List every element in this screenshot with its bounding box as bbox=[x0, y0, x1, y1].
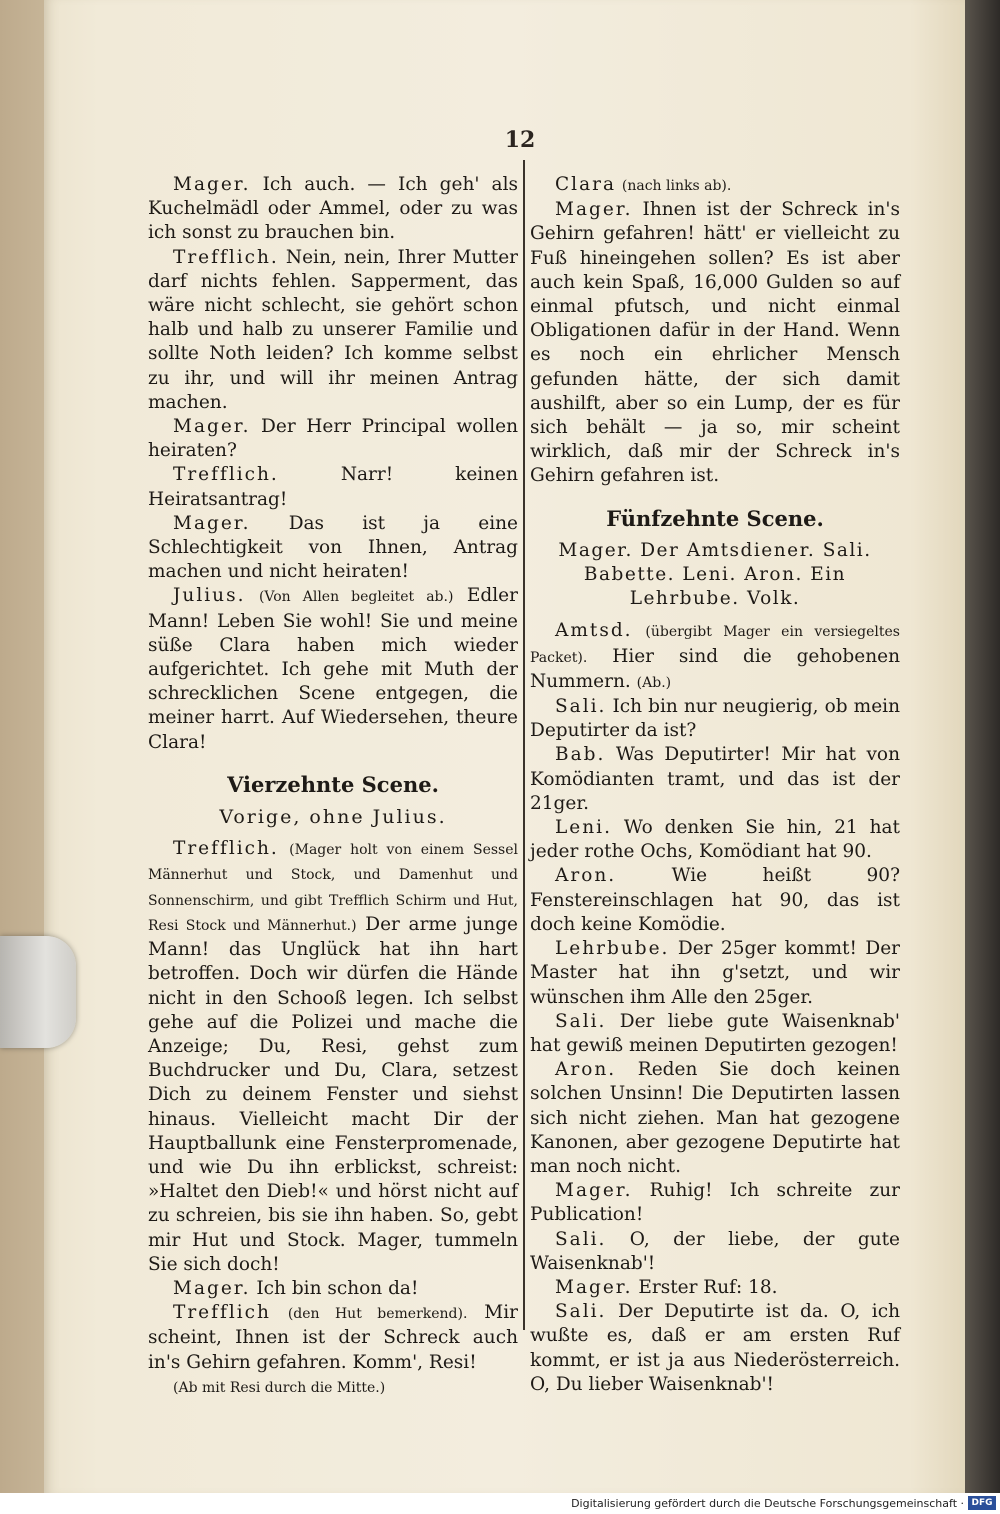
page-edge-shadow bbox=[965, 0, 1000, 1493]
stage-direction: (Von Allen begleitet ab.) bbox=[258, 589, 454, 606]
dialogue-line bbox=[148, 173, 518, 246]
speaker-name: Mager. bbox=[173, 416, 251, 438]
spoken-text: Ich auch. — Ich geh' als Kuchelmädl oder Ammel, oder zu was ich sonst zu brauchen bin. bbox=[148, 174, 518, 244]
speaker-name: Aron. bbox=[555, 1059, 617, 1081]
spoken-text: Erster Ruf: 18. bbox=[638, 1276, 778, 1298]
speaker-name: Mager. bbox=[173, 174, 251, 195]
dialogue-line bbox=[530, 173, 900, 198]
dialogue-line bbox=[530, 1010, 900, 1058]
spoken-text: Ruhig! Ich schreite zur Publication! bbox=[530, 1180, 900, 1226]
spoken-text: Der Herr Principal wollen heiraten? bbox=[148, 416, 518, 462]
spoken-text: Der 25ger kommt! Der Master hat ihn g'setzt, und wir wünschen ihm Alle den 25ger. bbox=[530, 938, 900, 1008]
speaker-name: Lehrbube. bbox=[555, 938, 670, 960]
stage-direction: (übergibt Mager ein versiegeltes Packet). bbox=[530, 624, 900, 666]
speaker-name: Trefflich. bbox=[173, 464, 279, 486]
spoken-text: Narr! keinen Heiratsantrag! bbox=[148, 464, 518, 510]
spoken-text: Nein, nein, Ihrer Mutter darf nichts fehlen. Sapperment, das wäre nicht schlecht, sie gehört schon halb und halb zu unserer Familie und sollte Noth leiden? Ich komme selbst zu ihr, und will ihr meinen Antrag machen. bbox=[148, 246, 518, 413]
speaker-name: Sali. bbox=[555, 1301, 607, 1323]
left-dialogue bbox=[148, 173, 518, 755]
page-number: 12 bbox=[504, 127, 536, 153]
dialogue-line bbox=[148, 512, 518, 585]
scene-cast-14: Vorige, ohne Julius. bbox=[219, 806, 447, 829]
spoken-text: Der liebe gute Waisenknab' hat gewiß meinen Deputirten gezogen! bbox=[530, 1010, 900, 1056]
footer bbox=[0, 1493, 1000, 1514]
dialogue-line bbox=[148, 463, 518, 511]
speaker-name: Mager. bbox=[555, 1276, 633, 1298]
spoken-text: Edler Mann! Leben Sie wohl! Sie und meine süße Clara haben mich wieder aufgerichtet. Ich gehe mit Muth der schrecklichen Scene entgegen, die meiner harrt. Auf Wiedersehen, theure Clara! bbox=[148, 585, 518, 753]
stage-direction: (nach links ab). bbox=[621, 178, 732, 194]
spoken-text: Ich bin schon da! bbox=[256, 1277, 419, 1299]
dialogue-line bbox=[530, 695, 900, 743]
scene-heading-14: Vierzehnte Scene. bbox=[227, 771, 439, 797]
speaker-name: Leni. bbox=[555, 817, 612, 839]
dialogue-line bbox=[530, 1228, 900, 1276]
footer-text: Digitalisierung gefördert durch die Deutsche Forschungsgemeinschaft · bbox=[571, 1497, 964, 1510]
spoken-text: Das ist ja eine Schlechtigkeit von Ihnen, Antrag machen und nicht heiraten! bbox=[148, 512, 518, 583]
dialogue-line bbox=[148, 837, 518, 1277]
dialogue-line bbox=[530, 864, 900, 937]
stage-direction: (den Hut bemerkend). bbox=[287, 1306, 468, 1323]
scene-cast-15: Mager. Der Amtsdiener. Sali. Babette. Leni. Aron. Ein Lehrbube. Volk. bbox=[558, 539, 872, 610]
scanner-clip bbox=[0, 936, 76, 1048]
dialogue-line bbox=[530, 1058, 900, 1179]
spoken-text: Wo denken Sie hin, 21 hat jeder rothe Ochs, Komödiant hat 90. bbox=[530, 817, 900, 863]
spoken-text: Ich bin nur neugierig, ob mein Deputirter da ist? bbox=[530, 696, 900, 742]
speaker-name: Trefflich. bbox=[173, 838, 279, 860]
spoken-text: Ihnen ist der Schreck in's Gehirn gefahren! hätt' er vielleicht zu Fuß hineingehen sollen? Es ist aber auch kein Spaß, 16,000 Gulden so auf einmal pfutsch, und nicht einmal Obligationen dafür in der Hand. Wenn es noch ein ehrlicher Mensch gefunden hätte, der sich damit aushilft, aber so ein Lump, der es für sich behält — ja so, mir scheint wirklich, daß mir der Schreck in's Gehirn gefahren ist. bbox=[530, 199, 900, 487]
right-dialogue-2 bbox=[530, 619, 900, 1397]
dialogue-line bbox=[530, 816, 900, 864]
speaker-name: Julius. bbox=[173, 585, 246, 607]
dfg-logo: DFG bbox=[968, 1496, 996, 1510]
speaker-name: Mager. bbox=[173, 512, 251, 534]
dialogue-line bbox=[148, 1375, 518, 1400]
dialogue-line bbox=[148, 584, 518, 754]
speaker-name: Amtsd. bbox=[555, 620, 633, 642]
spoken-text: Mir scheint, Ihnen ist der Schreck auch in's Gehirn gefahren. Komm', Resi! bbox=[148, 1302, 518, 1373]
dialogue-line bbox=[530, 1179, 900, 1227]
speaker-name: Mager. bbox=[555, 199, 633, 221]
left-dialogue-2 bbox=[148, 837, 518, 1400]
speaker-name: Mager. bbox=[173, 1277, 251, 1299]
dialogue-line bbox=[148, 415, 518, 463]
speaker-name: Trefflich. bbox=[173, 246, 279, 268]
left-column bbox=[148, 173, 518, 1400]
speaker-name: Sali. bbox=[555, 696, 607, 718]
spoken-text: Wie heißt 90? Fenstereinschlagen hat 90, das ist doch keine Komödie. bbox=[530, 865, 900, 935]
dialogue-line bbox=[148, 246, 518, 415]
dialogue-line bbox=[148, 1277, 518, 1301]
stage-direction: (Mager holt von einem Sessel Männerhut und Stock, und Damenhut und Sonnenschirm, und gibt Trefflich Schirm und Hut, Resi Stock und Männerhut.) bbox=[148, 842, 518, 934]
speaker-name: Clara bbox=[555, 174, 616, 195]
spoken-text: O, der liebe, der gute Waisenknab'! bbox=[530, 1228, 900, 1274]
speaker-name: Sali. bbox=[555, 1228, 607, 1250]
right-column bbox=[530, 173, 900, 1397]
spoken-text: Der arme junge Mann! das Unglück hat ihn hart betroffen. Doch wir dürfen die Hände nicht in den Schooß legen. Ich selbst gehe auf die Polizei und mache die Anzeige; Du, Resi, gehst zum Buchdrucker und Du, Clara, setzest Dich zu deinem Fenster und siehst hinaus. Vielleicht macht Dir der Hauptballunk eine Fensterpromenade, und wie Du ihn erblickst, schreist: »Haltet den Dieb!« und hörst nicht auf zu schreien, bis sie ihn haben. So, gebt mir Hut und Stock. Mager, tummeln Sie sich doch! bbox=[148, 913, 518, 1275]
column-divider bbox=[523, 160, 525, 1330]
spoken-text: Hier sind die gehobenen Nummern. bbox=[530, 645, 900, 692]
dialogue-line bbox=[530, 1276, 900, 1300]
dialogue-line bbox=[148, 1301, 518, 1375]
right-dialogue bbox=[530, 173, 900, 489]
speaker-name: Mager. bbox=[555, 1180, 633, 1202]
speaker-name: Trefflich bbox=[173, 1302, 271, 1324]
spoken-text: Der Deputirte ist da. O, ich wußte es, daß er am ersten Ruf kommt, er ist ja aus Niederösterreich. O, Du lieber Waisenknab'! bbox=[530, 1301, 900, 1395]
spoken-text: Was Deputirter! Mir hat von Komödianten tramt, und das ist der 21ger. bbox=[530, 744, 900, 814]
speaker-name: Aron. bbox=[555, 865, 617, 887]
spoken-text: Reden Sie doch keinen solchen Unsinn! Die Deputirten lassen sich nicht ziehen. Man hat gezogene Kanonen, aber gezogene Deputirte hat man noch nicht. bbox=[530, 1059, 900, 1177]
dialogue-line bbox=[530, 937, 900, 1010]
speaker-name: Sali. bbox=[555, 1010, 607, 1032]
stage-direction: (Ab mit Resi durch die Mitte.) bbox=[173, 1379, 386, 1396]
dialogue-line bbox=[530, 619, 900, 695]
dialogue-line bbox=[530, 743, 900, 816]
stage-direction: (Ab.) bbox=[636, 674, 672, 691]
scene-heading-15: Fünfzehnte Scene. bbox=[606, 505, 824, 531]
dialogue-line bbox=[530, 198, 900, 488]
speaker-name: Bab. bbox=[555, 744, 606, 766]
dialogue-line bbox=[530, 1300, 900, 1397]
